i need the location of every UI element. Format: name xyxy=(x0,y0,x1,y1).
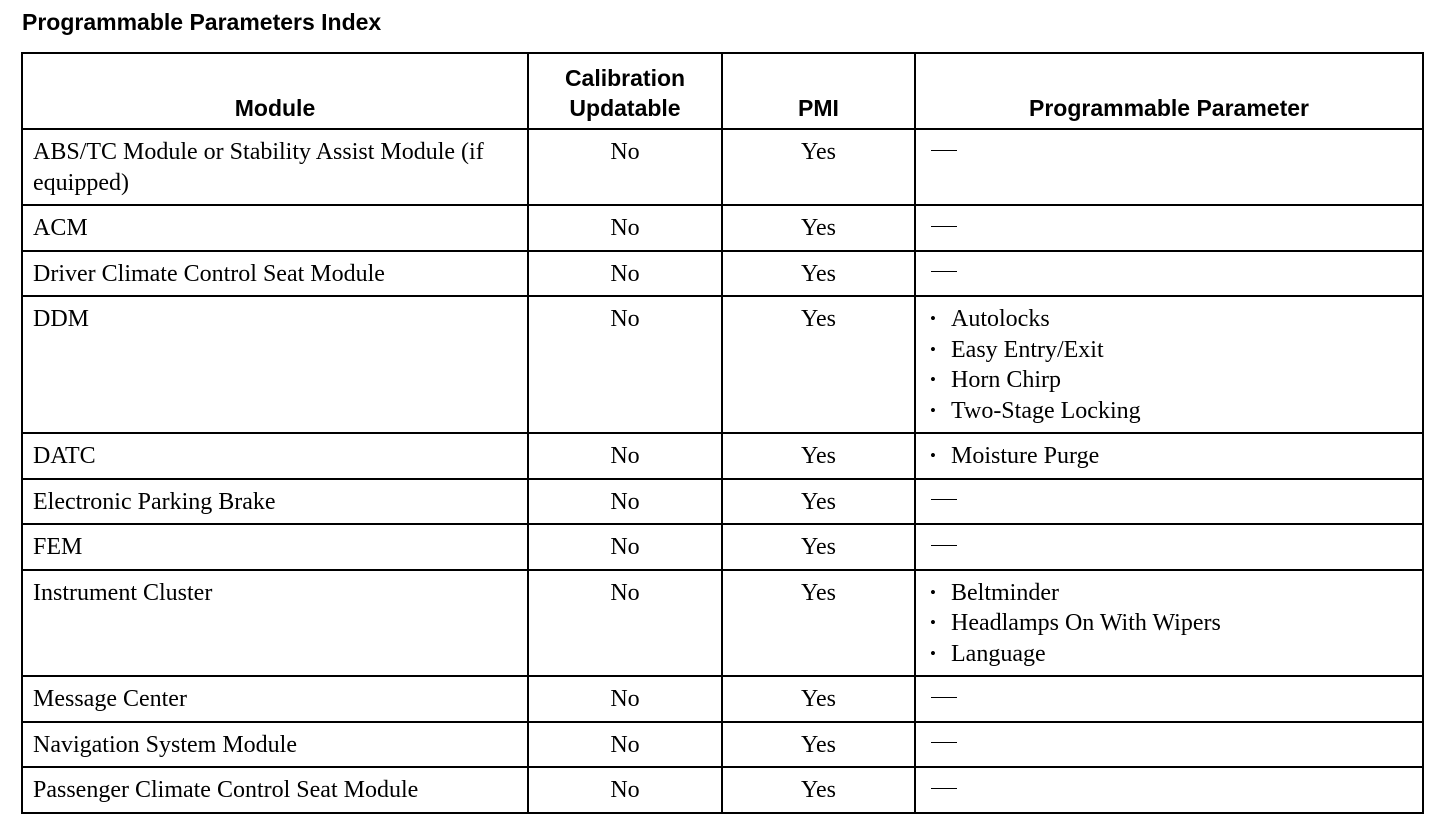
table-row xyxy=(22,205,1423,251)
pmi-cell: Yes xyxy=(722,676,915,722)
pmi-cell: Yes xyxy=(722,205,915,251)
programmable-parameter-cell xyxy=(915,722,1423,768)
calibration-updatable-cell: No xyxy=(528,722,722,768)
module-cell: Passenger Climate Control Seat Module xyxy=(22,767,528,813)
module-cell: Message Center xyxy=(22,676,528,722)
empty-parameter-dash xyxy=(931,226,957,227)
module-cell: Electronic Parking Brake xyxy=(22,479,528,525)
column-header-calibration-updatable xyxy=(528,53,722,129)
table-body xyxy=(22,129,1423,813)
parameter-list-item: • Two-Stage Locking xyxy=(926,396,1412,427)
column-header-programmable-parameter xyxy=(915,53,1423,129)
table-row xyxy=(22,296,1423,433)
parameter-list-item: • Headlamps On With Wipers xyxy=(926,608,1412,639)
programmable-parameters-table xyxy=(21,52,1424,814)
calibration-updatable-cell: No xyxy=(528,205,722,251)
calibration-updatable-cell: No xyxy=(528,296,722,433)
pmi-cell: Yes xyxy=(722,296,915,433)
parameter-list-item: • Easy Entry/Exit xyxy=(926,335,1412,366)
empty-parameter-dash xyxy=(931,788,957,789)
table-row xyxy=(22,251,1423,297)
column-header-parameter-label: Programmable Parameter xyxy=(1029,95,1309,121)
table-header-row xyxy=(22,53,1423,129)
programmable-parameter-cell xyxy=(915,433,1423,479)
module-cell: FEM xyxy=(22,524,528,570)
column-header-module-label: Module xyxy=(234,95,316,121)
empty-parameter-dash xyxy=(931,150,957,151)
module-cell: Instrument Cluster xyxy=(22,570,528,677)
module-cell: Driver Climate Control Seat Module xyxy=(22,251,528,297)
table-row xyxy=(22,722,1423,768)
calibration-updatable-cell: No xyxy=(528,767,722,813)
calibration-updatable-cell: No xyxy=(528,570,722,677)
calibration-updatable-cell: No xyxy=(528,251,722,297)
parameter-list xyxy=(926,441,1412,472)
table-row xyxy=(22,767,1423,813)
pmi-cell: Yes xyxy=(722,479,915,525)
pmi-cell: Yes xyxy=(722,767,915,813)
module-cell: Navigation System Module xyxy=(22,722,528,768)
pmi-cell: Yes xyxy=(722,129,915,205)
programmable-parameter-cell xyxy=(915,570,1423,677)
pmi-cell: Yes xyxy=(722,524,915,570)
column-header-calibration-line1: Calibration xyxy=(564,65,686,91)
empty-parameter-dash xyxy=(931,271,957,272)
programmable-parameter-cell xyxy=(915,676,1423,722)
empty-parameter-dash xyxy=(931,697,957,698)
empty-parameter-dash xyxy=(931,742,957,743)
pmi-cell: Yes xyxy=(722,570,915,677)
empty-parameter-dash xyxy=(931,499,957,500)
calibration-updatable-cell: No xyxy=(528,676,722,722)
programmable-parameter-cell xyxy=(915,296,1423,433)
pmi-cell: Yes xyxy=(722,722,915,768)
programmable-parameter-cell xyxy=(915,524,1423,570)
table-row xyxy=(22,570,1423,677)
calibration-updatable-cell: No xyxy=(528,524,722,570)
pmi-cell: Yes xyxy=(722,433,915,479)
parameter-list-item: • Language xyxy=(926,639,1412,670)
page-title: Programmable Parameters Index xyxy=(22,9,382,35)
table-row xyxy=(22,129,1423,205)
table-row xyxy=(22,433,1423,479)
parameter-list xyxy=(926,304,1412,426)
column-header-module xyxy=(22,53,528,129)
column-header-calibration-line2: Updatable xyxy=(569,95,681,121)
calibration-updatable-cell: No xyxy=(528,479,722,525)
programmable-parameter-cell xyxy=(915,767,1423,813)
table-row xyxy=(22,479,1423,525)
parameter-list-item: • Horn Chirp xyxy=(926,365,1412,396)
module-cell: ABS/TC Module or Stability Assist Module (if equipped) xyxy=(22,129,528,205)
pmi-cell: Yes xyxy=(722,251,915,297)
table-row xyxy=(22,676,1423,722)
module-cell: DDM xyxy=(22,296,528,433)
parameter-list-item: • Moisture Purge xyxy=(926,441,1412,472)
calibration-updatable-cell: No xyxy=(528,433,722,479)
programmable-parameter-cell xyxy=(915,129,1423,205)
calibration-updatable-cell: No xyxy=(528,129,722,205)
programmable-parameter-cell xyxy=(915,479,1423,525)
module-cell: DATC xyxy=(22,433,528,479)
column-header-pmi xyxy=(722,53,915,129)
parameter-list xyxy=(926,578,1412,670)
programmable-parameter-cell xyxy=(915,205,1423,251)
empty-parameter-dash xyxy=(931,545,957,546)
programmable-parameter-cell xyxy=(915,251,1423,297)
parameter-list-item: • Beltminder xyxy=(926,578,1412,609)
table-row xyxy=(22,524,1423,570)
module-cell: ACM xyxy=(22,205,528,251)
column-header-pmi-label: PMI xyxy=(798,95,839,121)
parameter-list-item: • Autolocks xyxy=(926,304,1412,335)
